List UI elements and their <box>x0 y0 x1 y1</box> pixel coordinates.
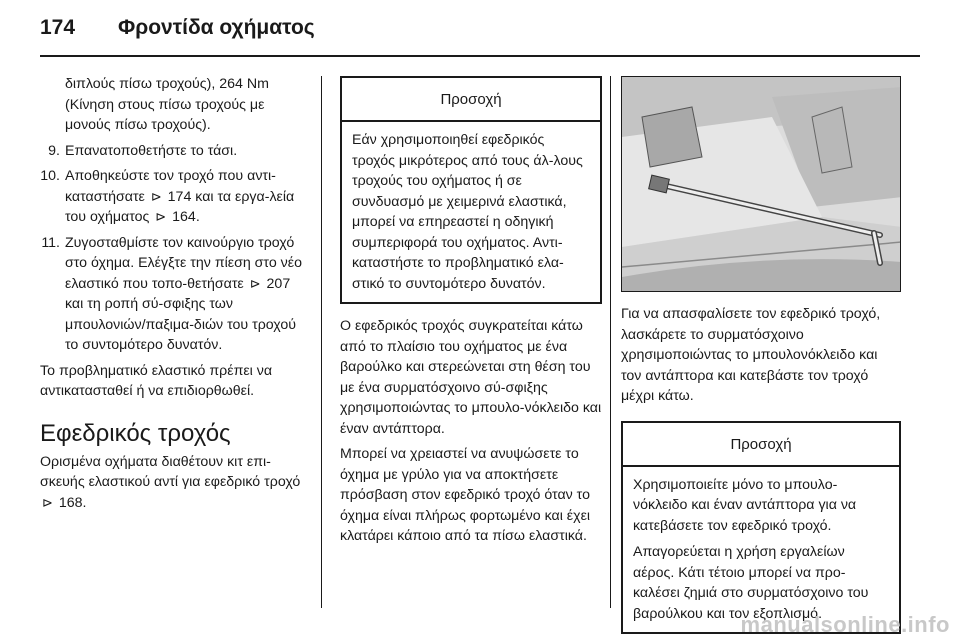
page-reference-icon[interactable]: ⊳ <box>155 209 167 224</box>
step-10 <box>40 166 308 228</box>
header-rule <box>40 55 920 57</box>
column-divider <box>321 76 322 608</box>
page-reference-icon[interactable]: ⊳ <box>150 188 162 204</box>
page-title: Φροντίδα οχήματος <box>118 16 315 39</box>
step-text: Ζυγοσταθμίστε τον καινούργιο τροχό στο όχημα. Ελέγξτε την πίεση στο νέο ελαστικό που τοπο-θετήσατε ⊳ 207 και τη ροπή σύ-σφιξης των μπουλονιών/παξιμα-διών του τροχού το συντομότερο δυνατόν. <box>65 234 302 353</box>
paragraph: Το προβληματικό ελαστικό πρέπει να αντικατασταθεί ή να επιδιορθωθεί. <box>40 362 273 399</box>
step-text: Αποθηκεύστε τον τροχό που αντι-καταστήσατε ⊳ 174 και τα εργα-λεία του οχήματος ⊳ 164. <box>65 166 308 228</box>
column-1 <box>40 74 308 513</box>
page-header <box>40 16 315 40</box>
step-9 <box>40 141 308 162</box>
step-11 <box>40 233 308 356</box>
page-reference-icon[interactable]: ⊳ <box>249 275 261 291</box>
page-reference-icon[interactable]: ⊳ <box>42 494 53 510</box>
paragraph: Ο εφεδρικός τροχός συγκρατείται κάτω από το πλαίσιο του οχήματος με ένα βαρούλκο και στερεώνεται στη θέση του με ένα συρματόσχοινο σύ-σφιξης χρησιμοποιώντας το μπουλο-νόκλειδο και έναν αντάπτορα. <box>340 318 602 437</box>
caution-text: Χρησιμοποιείτε μόνο το μπουλο-νόκλειδο και έναν αντάπτορα για να κατεβάσετε τον εφεδρικό τροχό. Απαγορεύεται η χρήση εργαλείων αέρος. Κάτι τέτοιο μπορεί να προ-καλέσει ζημιά στο συρματόσχοινο του βαρούλκου και τον εξοπλισμό. <box>633 476 869 622</box>
caution-text: Εάν χρησιμοποιηθεί εφεδρικός τροχός μικρότερος από τους άλ-λους τροχούς του οχήματος ή σε συνδυασμό με χειμερινά ελαστικά, μπορεί να επηρεαστεί η οδηγική συμπεριφορά του οχήματος. Αντι-καταστήστε το προβληματικό ελα-στικό το συντομότερο δυνατόν. <box>352 132 583 292</box>
column-divider <box>610 76 611 608</box>
watermark: manualsonline.info <box>740 612 950 637</box>
step-number: 10. <box>40 168 60 184</box>
continued-text: διπλούς πίσω τροχούς), 264 Nm (Κίνηση στους πίσω τροχούς με μονούς πίσω τροχούς). <box>65 76 269 133</box>
caution-box <box>621 421 901 635</box>
caution-box <box>340 76 602 304</box>
step-number: 11. <box>41 234 60 251</box>
caution-title: Προσοχή <box>342 78 600 122</box>
step-number: 9. <box>48 142 60 159</box>
column-3 <box>621 76 901 634</box>
caution-title: Προσοχή <box>623 423 899 467</box>
spare-wheel-illustration <box>621 76 901 292</box>
paragraph: Για να απασφαλίσετε τον εφεδρικό τροχό, λασκάρετε το συρματόσχοινο χρησιμοποιώντας το μπουλονόκλειδο και τον αντάπτορα και κατεβάστε τον τροχό μέχρι κάτω. <box>621 306 881 404</box>
illustration-graphic <box>622 77 901 292</box>
page-number: 174 <box>40 16 76 39</box>
column-2 <box>340 76 602 547</box>
step-text: Επανατοποθετήστε το τάσι. <box>65 142 238 159</box>
paragraph: Μπορεί να χρειαστεί να ανυψώσετε το όχημα με γρύλο για να αποκτήσετε πρόσβαση στον εφεδρικό τροχό όταν το όχημα είναι πλήρως φορτωμένο και έχει κλατάρει κάποιο από τα πίσω ελαστικά. <box>340 446 591 544</box>
section-heading: Εφεδρικός τροχός <box>40 419 231 447</box>
section-paragraph: Ορισμένα οχήματα διαθέτουν κιτ επι-σκευής ελαστικού αντί για εφεδρικό τροχό ⊳ 168. <box>40 452 308 514</box>
